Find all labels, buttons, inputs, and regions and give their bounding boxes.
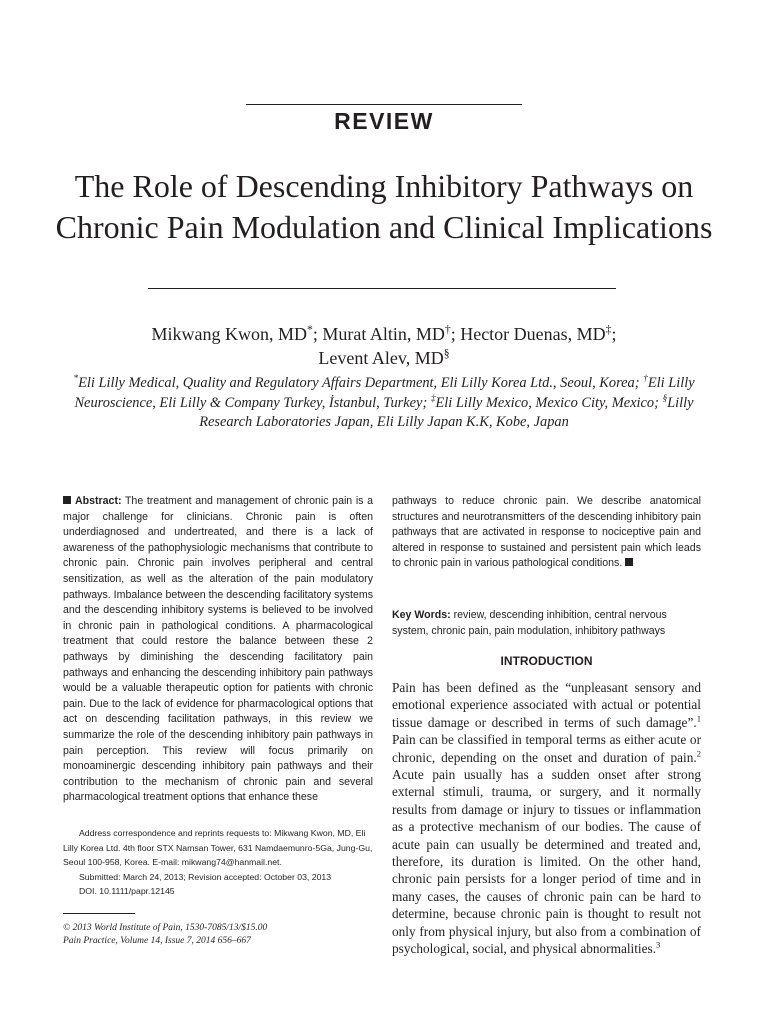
author-name: Mikwang Kwon, MD xyxy=(151,324,307,344)
intro-text: Acute pain usually has a sudden onset after strong external stimuli, trauma, or surgery, and it normally results from damage or injury to tissues or inflammation as a protective mechanism of our bodies. The cause of acute pain can usually be determined and treated and, therefore, its duration is limited. On the other hand, chronic pain persists for a longer period of time and in many cases, the causes of chronic pain can be hard to determine, because chronic pain is thought to result not only from physical injury, but also from a combination of psychological, social, and physical abnormalities. xyxy=(392,767,701,957)
citation-line: Pain Practice, Volume 14, Issue 7, 2014 656–667 xyxy=(63,936,251,946)
abstract-text: The treatment and management of chronic pain is a major challenge for clinicians. Chronic pain is often underdiagnosed and undertreated, and there is a lack of awareness of the pathophysiologic mechanisms that contribute to chronic pain. Chronic pain involves peripheral and central sensitization, as well as the alteration of the pain modulatory pathways. Imbalance between the descending facilitatory systems and the descending inhibitory systems is believed to be involved in chronic pain in pathological conditions. A pharmacological treatment that could restore the balance between these 2 pathways by diminishing the descending facilitatory pain pathways and enhancing the descending inhibitory pain pathways would be a valuable therapeutic option for patients with chronic pain. Due to the lack of evidence for pharmacological options that act on descending facilitation pathways, in this review we summarize the role of the descending inhibitory pain pathways in pain perception. This review will focus primarily on monoaminergic descending inhibitory pain pathways and their contribution to the mechanism of chronic pain and several pharmacological treatment options that enhance these xyxy=(63,495,373,804)
author-mark: § xyxy=(443,347,450,360)
citation-ref: 2 xyxy=(696,748,701,759)
author-mark: * xyxy=(306,323,313,336)
doi: DOI. 10.1111/papr.12145 xyxy=(79,886,175,897)
separator: ; xyxy=(450,324,461,344)
author-name: Hector Duenas, MD xyxy=(460,324,606,344)
author-name: Murat Altin, MD xyxy=(322,324,445,344)
intro-text: Pain can be classified in temporal terms as either acute or chronic, depending on the onset and duration of pain. xyxy=(392,732,701,765)
affiliations xyxy=(60,374,708,433)
author-mark: ‡ xyxy=(605,323,612,336)
author-list xyxy=(60,322,708,370)
abstract-left-column xyxy=(63,494,373,806)
intro-text: Pain has been defined as the “unpleasant sensory and emotional experience associated with actual or potential tissue damage or described in terms of such damage”. xyxy=(392,680,701,730)
keywords-text: review, descending inhibition, central nervous system, chronic pain, pain modulation, inhibitory pathways xyxy=(392,609,667,637)
introduction-heading: INTRODUCTION xyxy=(500,654,593,668)
journal-footer xyxy=(63,922,373,948)
affiliation-text: Eli Lilly Medical, Quality and Regulatory Affairs Department, Eli Lilly Korea Ltd., Seoul, Korea; xyxy=(78,375,644,391)
affiliation-mark: † xyxy=(643,374,648,385)
affiliation-text: Lilly Research Laboratories Japan, Eli Lilly Japan K.K, Kobe, Japan xyxy=(199,394,694,430)
affiliation-mark: § xyxy=(662,393,668,404)
abstract-right-column xyxy=(392,494,701,572)
article-title: The Role of Descending Inhibitory Pathways on Chronic Pain Modulation and Clinical Implications xyxy=(55,168,713,245)
separator: ; xyxy=(611,324,617,344)
correspondence-address: Address correspondence and reprints requests to: Mikwang Kwon, MD, Eli Lilly Korea Ltd. 4th floor STX Namsan Tower, 631 Namdaemunro-5Ga, Jung-Gu, Seoul 100-958, Korea. E-mail: mikwang74@hanmail.net. xyxy=(63,828,373,868)
affiliation-mark: ‡ xyxy=(430,393,436,404)
introduction-body xyxy=(392,679,701,958)
title-rule xyxy=(148,288,616,289)
copyright-line: © 2013 World Institute of Pain, 1530-7085/13/$15.00 xyxy=(63,923,268,933)
affiliation-text: Eli Lilly Mexico, Mexico City, Mexico; xyxy=(435,394,663,411)
author-name: Levent Alev, MD xyxy=(318,348,444,368)
submission-dates: Submitted: March 24, 2013; Revision accepted: October 03, 2013 xyxy=(79,871,332,882)
keywords xyxy=(392,608,701,639)
separator: ; xyxy=(312,324,323,344)
footnote-rule xyxy=(63,913,135,914)
end-square-icon xyxy=(625,558,633,566)
affiliation-text: Eli Lilly Neuroscience, Eli Lilly & Company Turkey, İstanbul, Turkey; xyxy=(74,375,695,411)
abstract-text-continued: pathways to reduce chronic pain. We describe anatomical structures and neurotransmitters of the descending inhibitory pain pathways that are activated in response to nociceptive pain and altered in response to sustained and persistent pain which leads to chronic pain in various pathological conditions. xyxy=(392,495,701,570)
square-bullet-icon xyxy=(63,496,71,504)
citation-ref: 3 xyxy=(656,939,661,950)
section-label: REVIEW xyxy=(334,108,434,134)
correspondence-note xyxy=(63,826,373,899)
author-mark: † xyxy=(444,323,451,336)
top-rule xyxy=(246,104,522,105)
affiliation-mark: * xyxy=(73,374,79,385)
keywords-label: Key Words: xyxy=(392,609,451,621)
abstract-label: Abstract: xyxy=(75,495,122,507)
citation-ref: 1 xyxy=(696,713,701,724)
